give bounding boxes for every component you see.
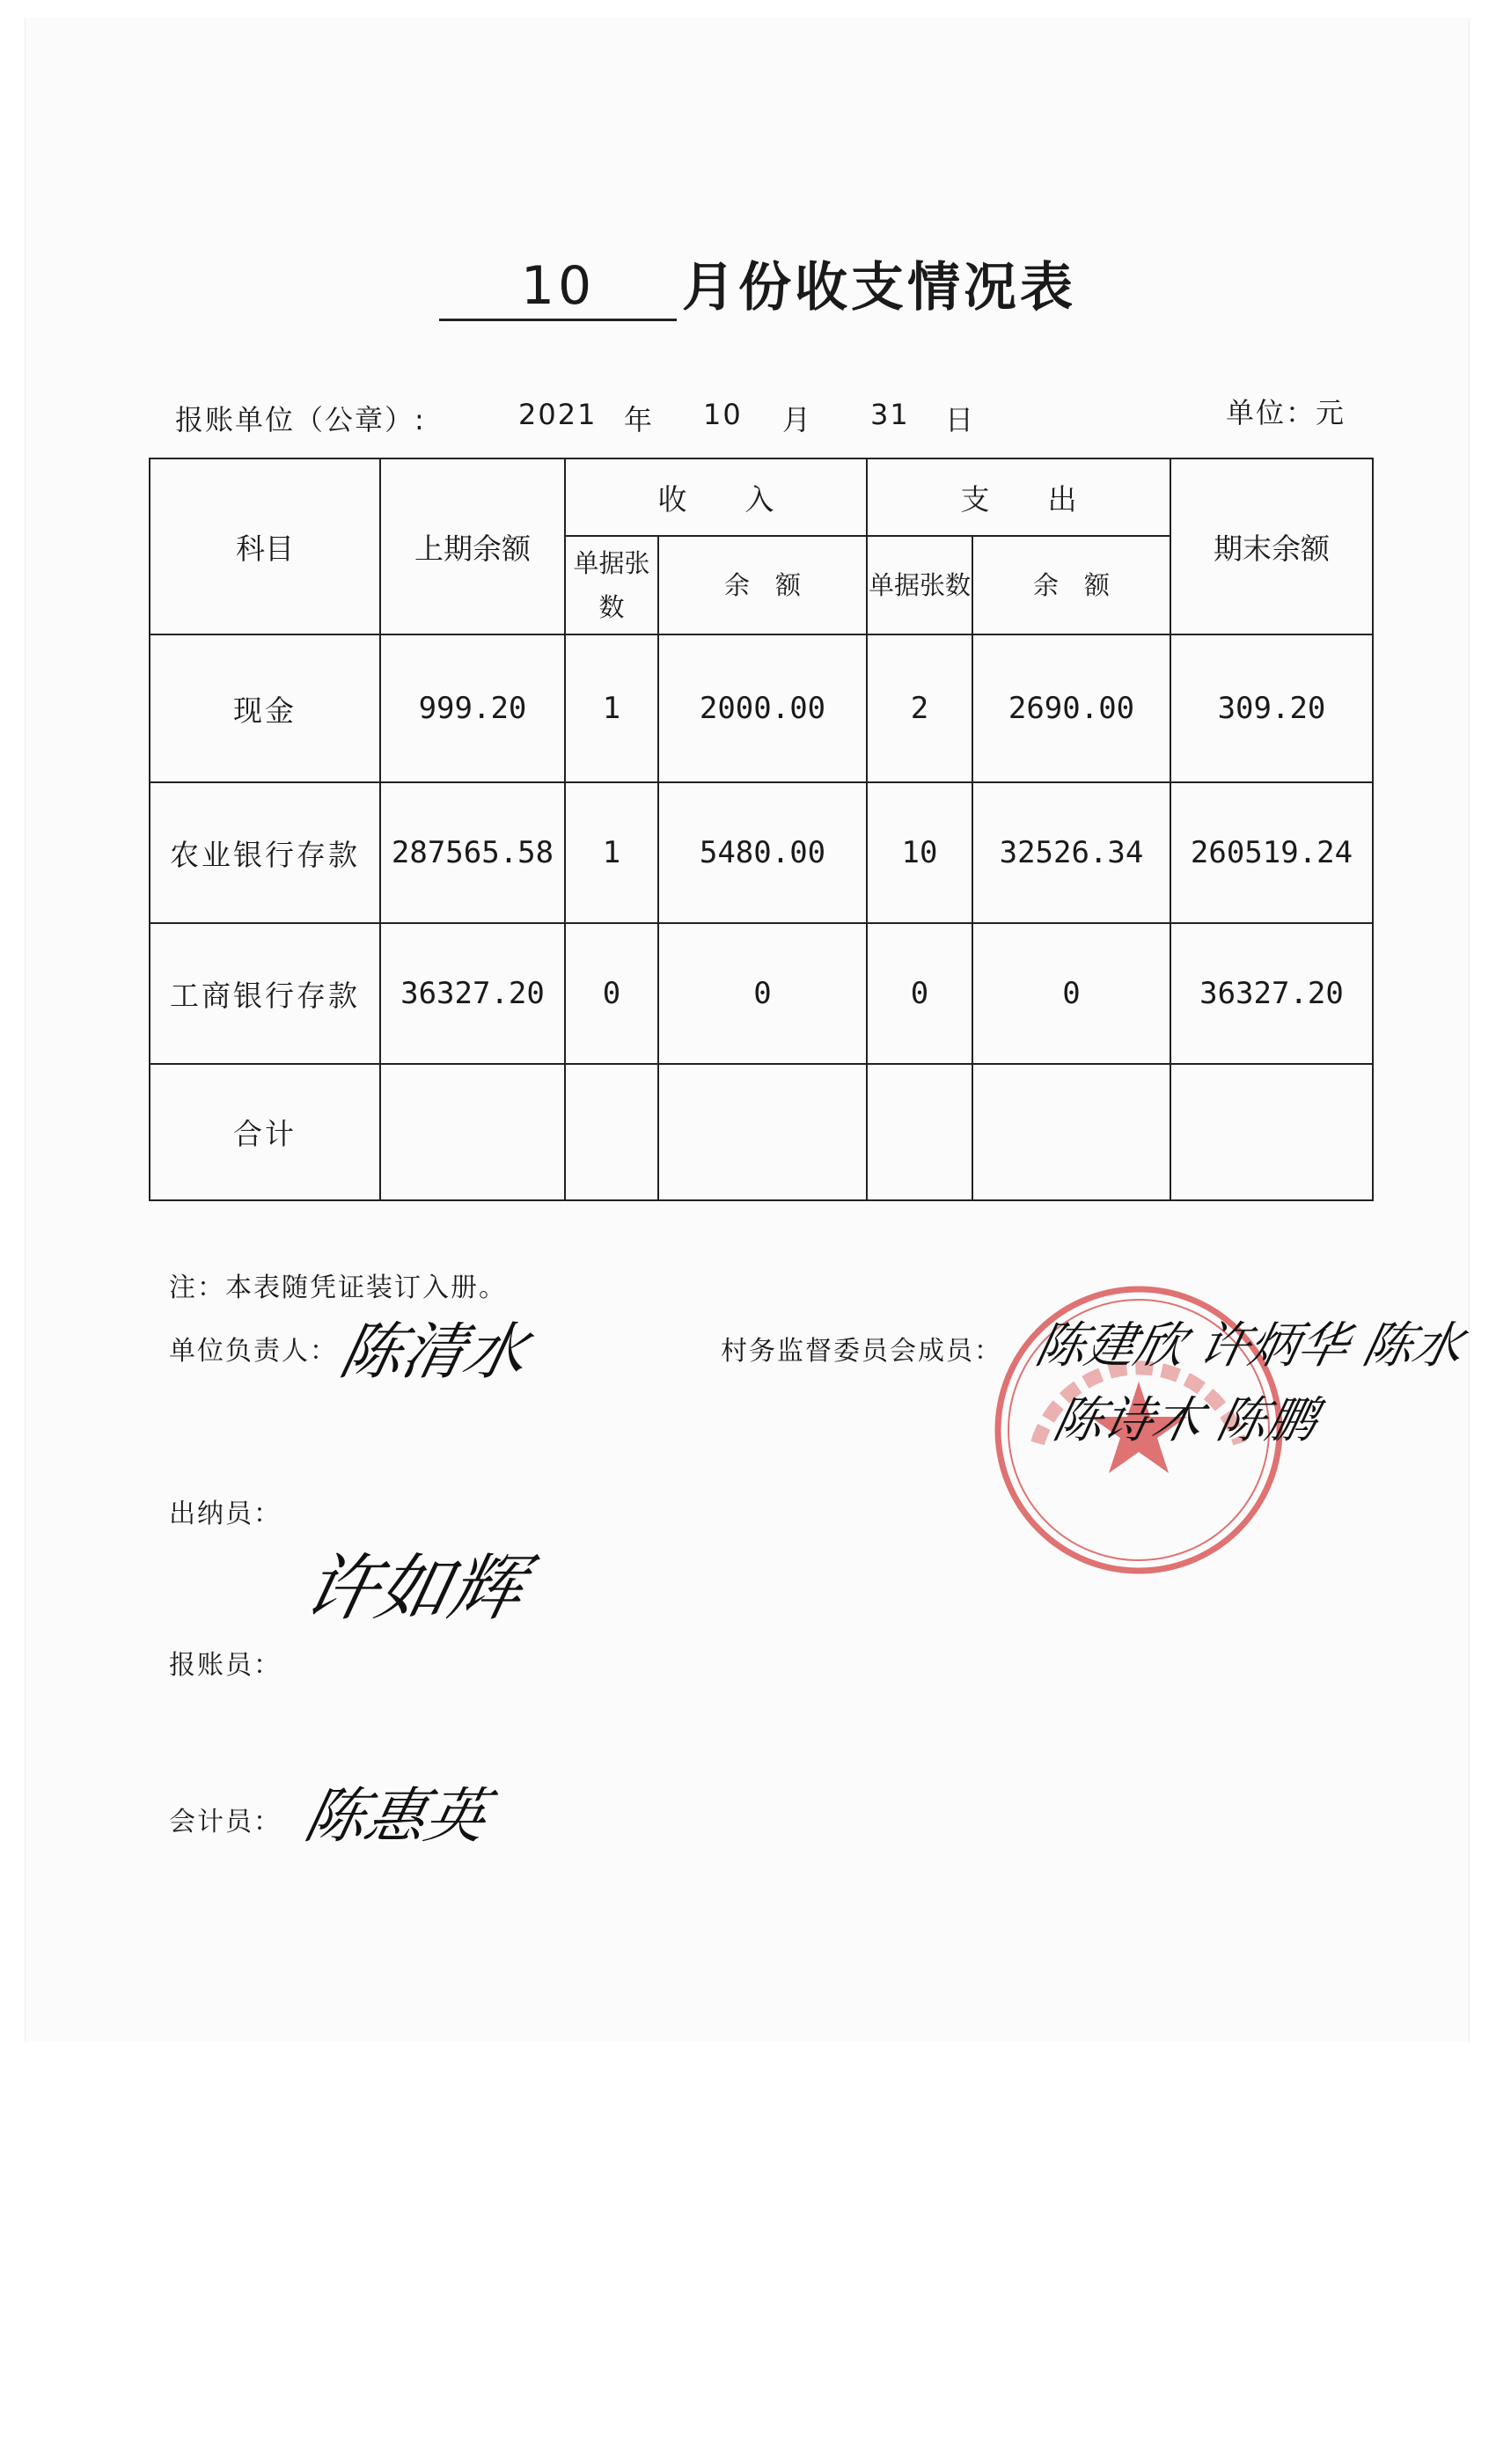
- report-year-label: 年: [624, 403, 655, 436]
- cell-end-balance: 309.20: [1170, 634, 1373, 782]
- cell-expense-count: 0: [867, 923, 972, 1064]
- cell-income-amount: 0: [658, 923, 867, 1064]
- header-subject: 科目: [150, 458, 380, 634]
- header-income: 收 入: [565, 458, 867, 536]
- title-month: 10: [439, 255, 677, 321]
- cell-income-amount: 5480.00: [658, 782, 867, 923]
- report-month-label: 月: [782, 403, 813, 436]
- cell-income-amount: [658, 1064, 867, 1200]
- document-page: [25, 18, 1470, 2042]
- signature-committee-2: 陈诗木 陈鹏: [1048, 1392, 1323, 1449]
- cell-expense-count: 10: [867, 782, 972, 923]
- title-text: 月份收支情况表: [682, 257, 1076, 319]
- cell-expense-count: 2: [867, 634, 972, 782]
- cell-income-count: [565, 1064, 658, 1200]
- cell-expense-amount: 2690.00: [972, 634, 1170, 782]
- cell-income-count: 1: [565, 782, 658, 923]
- binding-note: 注：本表随凭证装订入册。: [169, 1272, 507, 1303]
- cell-subject: 现金: [150, 634, 380, 782]
- header-prev-balance: 上期余额: [380, 458, 565, 634]
- cell-income-amount: 2000.00: [658, 634, 867, 782]
- header-income-count: 单据张数: [565, 536, 658, 634]
- cell-prev-balance: 999.20: [380, 634, 565, 782]
- cell-subject: 农业银行存款: [150, 782, 380, 923]
- header-end-balance: 期末余额: [1170, 458, 1373, 634]
- document-title: [439, 242, 1076, 321]
- cell-end-balance: [1170, 1064, 1373, 1200]
- role-reporter-label: 报账员：: [169, 1650, 282, 1681]
- cell-expense-count: [867, 1064, 972, 1200]
- cell-income-count: 1: [565, 634, 658, 782]
- cell-prev-balance: 287565.58: [380, 782, 565, 923]
- report-year: 2021: [518, 398, 598, 431]
- role-cashier-label: 出纳员：: [169, 1499, 282, 1529]
- cell-prev-balance: [380, 1064, 565, 1200]
- header-income-amount: 余 额: [658, 536, 867, 634]
- cell-expense-amount: [972, 1064, 1170, 1200]
- signature-committee-1: 陈建欣 许炳华 陈水: [1030, 1317, 1469, 1375]
- cell-prev-balance: 36327.20: [380, 923, 565, 1064]
- cell-expense-amount: 32526.34: [972, 782, 1170, 923]
- header-expense-count: 单据张数: [867, 536, 972, 634]
- reporting-unit-label: 报账单位（公章）:: [175, 403, 426, 436]
- role-accountant-label: 会计员：: [169, 1807, 282, 1837]
- signature-accountant: 陈惠英: [298, 1782, 494, 1852]
- table-row: [150, 634, 1373, 782]
- cell-subject: 合计: [150, 1064, 380, 1200]
- cell-end-balance: 36327.20: [1170, 923, 1373, 1064]
- currency-unit: 单位：元: [1225, 396, 1346, 429]
- signature-head: 陈清水: [334, 1316, 534, 1388]
- cell-income-count: 0: [565, 923, 658, 1064]
- table-row: [150, 1064, 1373, 1200]
- report-day-label: 日: [945, 403, 976, 436]
- role-committee-label: 村务监督委员会成员：: [721, 1336, 1002, 1367]
- report-month: 10: [703, 398, 743, 431]
- cell-subject: 工商银行存款: [150, 923, 380, 1064]
- header-expense: 支 出: [867, 458, 1170, 536]
- ledger-table: [149, 458, 1374, 1201]
- signature-cashier: 许如辉: [297, 1547, 532, 1631]
- report-day: 31: [870, 398, 910, 431]
- table-row: [150, 782, 1373, 923]
- role-head-label: 单位负责人：: [169, 1336, 338, 1367]
- cell-end-balance: 260519.24: [1170, 782, 1373, 923]
- header-expense-amount: 余 额: [972, 536, 1170, 634]
- table-row: [150, 923, 1373, 1064]
- cell-expense-amount: 0: [972, 923, 1170, 1064]
